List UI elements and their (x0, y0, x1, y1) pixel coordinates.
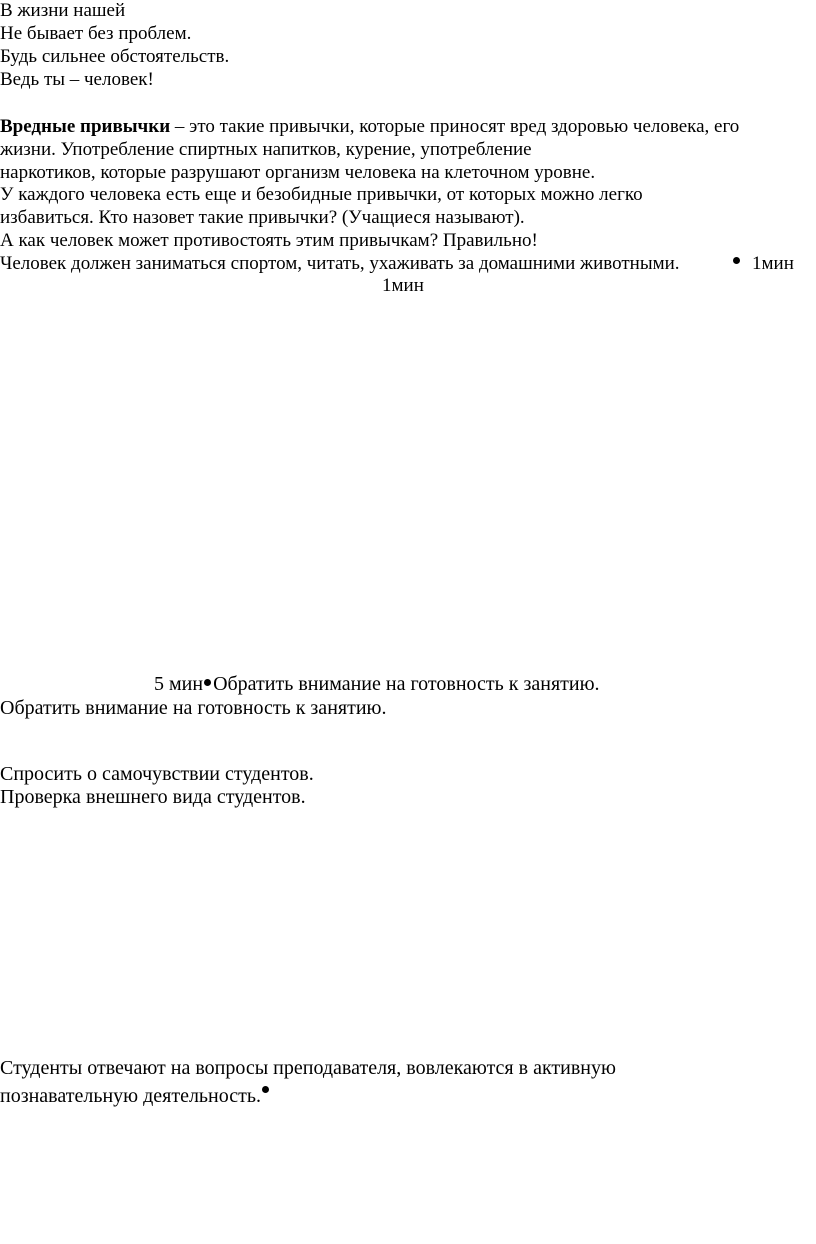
poem-line: Будь сильнее обстоятельств. (0, 46, 230, 67)
definition-text: – это такие привычки, которые приносят вред здоровью человека, его (170, 116, 740, 137)
bullet-icon (733, 257, 740, 264)
definition-term: Вредные привычки (0, 116, 171, 137)
section-line: Обратить внимание на готовность к занятию. (0, 697, 387, 719)
section-line (0, 1085, 269, 1107)
time-label: 1мин (382, 275, 424, 296)
section-text: Обратить внимание на готовность к занятию. (213, 673, 600, 695)
body-line: избавиться. Кто назовет такие привычки? (Учащиеся называют). (0, 207, 525, 228)
body-line: У каждого человека есть еще и безобидные привычки, от которых можно легко (0, 184, 643, 205)
section-line (154, 673, 600, 695)
section-line: Студенты отвечают на вопросы преподавателя, вовлекаются в активную (0, 1057, 616, 1079)
definition-line (0, 116, 739, 138)
section-text: познавательную деятельность. (0, 1085, 261, 1107)
body-line: А как человек может противостоять этим привычкам? Правильно! (0, 230, 538, 251)
poem-line: Ведь ты – человек! (0, 69, 154, 90)
bullet-icon (262, 1086, 269, 1093)
time-label: 1мин (752, 253, 794, 274)
body-line: Человек должен заниматься спортом, читать, ухаживать за домашними животными. (0, 253, 680, 274)
section-line: Проверка внешнего вида студентов. (0, 786, 306, 808)
time-label: 5 мин (154, 673, 204, 695)
section-line: Спросить о самочувствии студентов. (0, 763, 314, 785)
definition-line: жизни. Употребление спиртных напитков, курение, употребление (0, 139, 532, 160)
poem-line: В жизни нашей (0, 0, 126, 21)
definition-line: наркотиков, которые разрушают организм человека на клеточном уровне. (0, 162, 596, 183)
bullet-icon (204, 679, 211, 686)
poem-line: Не бывает без проблем. (0, 23, 192, 44)
